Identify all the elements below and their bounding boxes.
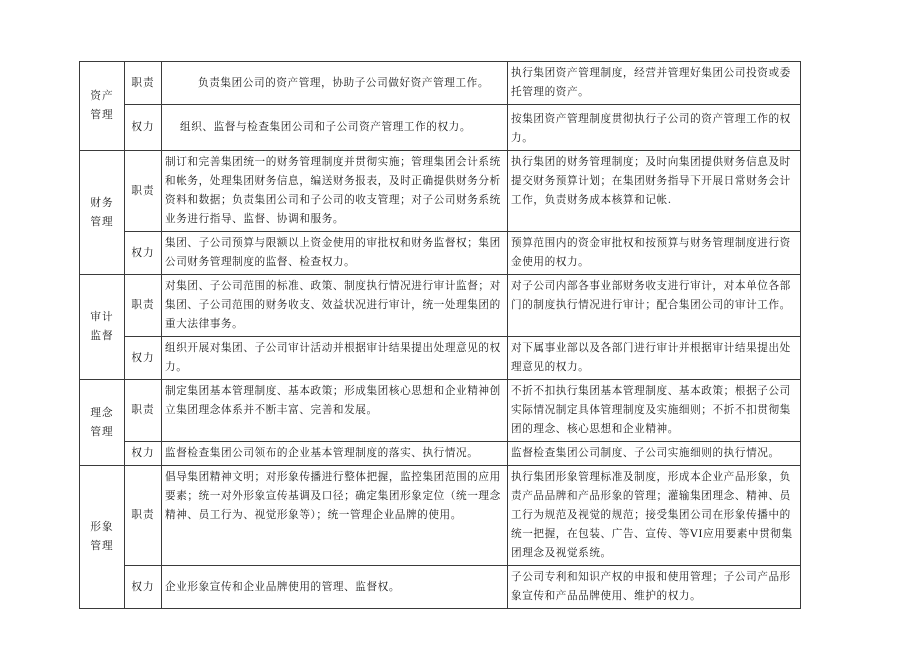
subsidiary-power-cell: 对下属事业部以及各部门进行审计并根据审计结果提出处理意见的权力。 [508,337,801,380]
responsibility-table [79,61,801,609]
power-label: 权力 [125,566,162,609]
table-row [80,275,801,337]
subsidiary-duty-cell: 执行集团资产管理制度，经营并管理好集团公司投资或委托管理的资产。 [508,62,801,105]
subsidiary-power-cell: 监督检查集团公司制度、子公司实施细则的执行情况。 [508,442,801,466]
category-cell: 财务管理 [80,151,125,275]
category-cell: 资产管理 [80,62,125,151]
power-label: 权力 [125,105,162,151]
subsidiary-power-cell: 按集团资产管理制度贯彻执行子公司的资产管理工作的权力。 [508,105,801,151]
group-duty-cell: 制订和完善集团统一的财务管理制度并贯彻实施；管理集团会计系统和帐务，处理集团财务信息，编送财务报表，及时正确提供财务分析资料和数据；负责集团公司和子公司的收支管理；对子公司财务系统业务进行指导、监督、协调和服务。 [162,151,508,232]
duty-label: 职责 [125,466,162,566]
subsidiary-duty-cell: 不折不扣执行集团基本管理制度、基本政策；根据子公司实际情况制定具体管理制度及实施细则；不折不扣贯彻集团的理念、核心思想和企业精神。 [508,380,801,442]
category-cell: 理念管理 [80,380,125,466]
subsidiary-duty-cell: 执行集团的财务管理制度；及时向集团提供财务信息及时提交财务预算计划；在集团财务指导下开展日常财务会计工作，负责财务成本核算和记帐. [508,151,801,232]
group-power-cell: 组织开展对集团、子公司审计活动并根据审计结果提出处理意见的权力。 [162,337,508,380]
table-row [80,232,801,275]
subsidiary-duty-cell: 对子公司内部各事业部财务收支进行审计，对本单位各部门的制度执行情况进行审计；配合集团公司的审计工作。 [508,275,801,337]
table-row [80,466,801,566]
group-duty-cell: 倡导集团精神文明；对形象传播进行整体把握，监控集团范围的应用要素；统一对外形象宣传基调及口径；确定集团形象定位（统一理念精神、员工行为、视觉形象等）；统一管理企业品牌的使用。 [162,466,508,566]
group-duty-cell: 对集团、子公司范围的标准、政策、制度执行情况进行审计监督；对集团、子公司范围的财务收支、效益状况进行审计，统一处理集团的重大法律事务。 [162,275,508,337]
group-duty-cell: 负责集团公司的资产管理，协助子公司做好资产管理工作。 [162,62,508,105]
duty-label: 职责 [125,275,162,337]
table-row [80,105,801,151]
group-power-cell: 集团、子公司预算与限额以上资金使用的审批权和财务监督权；集团公司财务管理制度的监督、检查权力。 [162,232,508,275]
group-power-cell: 企业形象宣传和企业品牌使用的管理、监督权。 [162,566,508,609]
power-label: 权力 [125,337,162,380]
group-duty-cell: 制定集团基本管理制度、基本政策；形成集团核心思想和企业精神创立集团理念体系并不断丰富、完善和发展。 [162,380,508,442]
table-row [80,380,801,442]
duty-label: 职责 [125,151,162,232]
category-cell: 形象管理 [80,466,125,609]
category-cell: 审计监督 [80,275,125,380]
subsidiary-duty-cell: 执行集团形象管理标准及制度，形成本企业产品形象，负责产品品牌和产品形象的管理；灌输集团理念、精神、员工行为规范及视觉的规范；接受集团公司在形象传播中的统一把握，在包装、广告、宣传、等VI应用要素中贯彻集团理念及视觉系统。 [508,466,801,566]
table-row [80,442,801,466]
duty-label: 职责 [125,62,162,105]
group-power-cell: 监督检查集团公司领布的企业基本管理制度的落实、执行情况。 [162,442,508,466]
table-row [80,337,801,380]
subsidiary-power-cell: 预算范围内的资金审批权和按预算与财务管理制度进行资金使用的权力。 [508,232,801,275]
power-label: 权力 [125,232,162,275]
power-label: 权力 [125,442,162,466]
group-power-cell: 组织、监督与检查集团公司和子公司资产管理工作的权力。 [162,105,508,151]
table-row [80,566,801,609]
duty-label: 职责 [125,380,162,442]
table-row [80,62,801,105]
table-row [80,151,801,232]
subsidiary-power-cell: 子公司专利和知识产权的申报和使用管理；子公司产品形象宣传和产品品牌使用、维护的权力。 [508,566,801,609]
